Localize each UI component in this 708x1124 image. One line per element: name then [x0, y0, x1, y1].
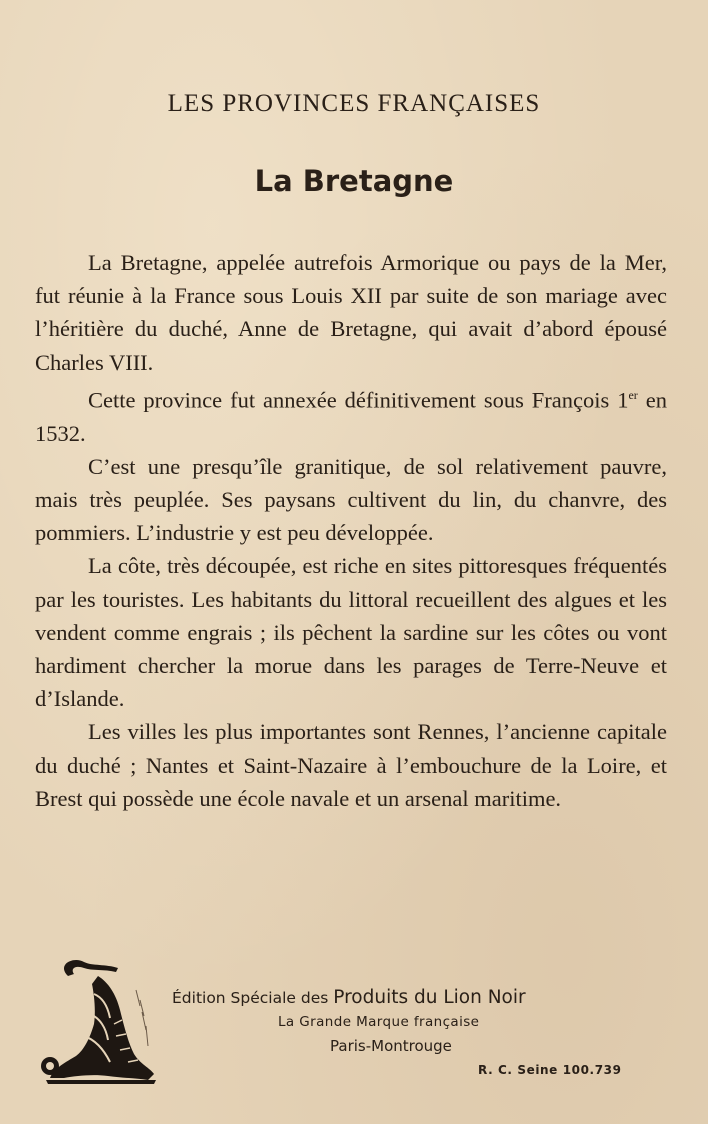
edition-line [172, 987, 526, 1008]
annexation-superscript: er [628, 387, 638, 402]
location: Paris-Montrouge [330, 1037, 452, 1055]
annexation-text-before: Cette province fut annexée définitivement sous François 1 [88, 387, 629, 413]
paragraph-coast: La côte, très découpée, est riche en sites pittoresques fréquentés par les touristes. Les habitants du littoral recueillent des algues et les vendent comme engrais ; ils pêchent la sardine sur les côtes ou vont hardiment chercher la morue dans les parages de Terre-Neuve et d’Islande. [35, 553, 667, 712]
paragraph-history: La Bretagne, appelée autrefois Armorique ou pays de la Mer, fut réunie à la France sous Louis XII par suite de son mariage avec l’héritière du duché, Anne de Bretagne, qui avait d’abord épousé Charles VIII. [35, 250, 667, 375]
brand-name: Produits du Lion Noir [333, 987, 526, 1008]
paragraph-annexation [35, 379, 667, 450]
registration-number: R. C. Seine 100.739 [478, 1063, 622, 1077]
tagline: La Grande Marque française [278, 1014, 480, 1030]
page-title: La Bretagne [254, 164, 454, 198]
series-title: LES PROVINCES FRANÇAISES [167, 90, 541, 117]
body-text [35, 246, 667, 815]
paragraph-geography: C’est une presqu’île granitique, de sol relativement pauvre, mais très peuplée. Ses paysans cultivent du lin, du chanvre, des pommiers. L’industrie y est peu développée. [35, 453, 667, 546]
annexation-text-after: en 1532. [35, 387, 667, 446]
edition-prefix: Édition Spéciale des [172, 989, 329, 1007]
paragraph-cities: Les villes les plus importantes sont Rennes, l’ancienne capitale du duché ; Nantes et Saint-Nazaire à l’embouchure de la Loire, et Brest qui possède une école navale et un arsenal maritime. [35, 719, 667, 811]
black-lion-icon [36, 954, 160, 1086]
